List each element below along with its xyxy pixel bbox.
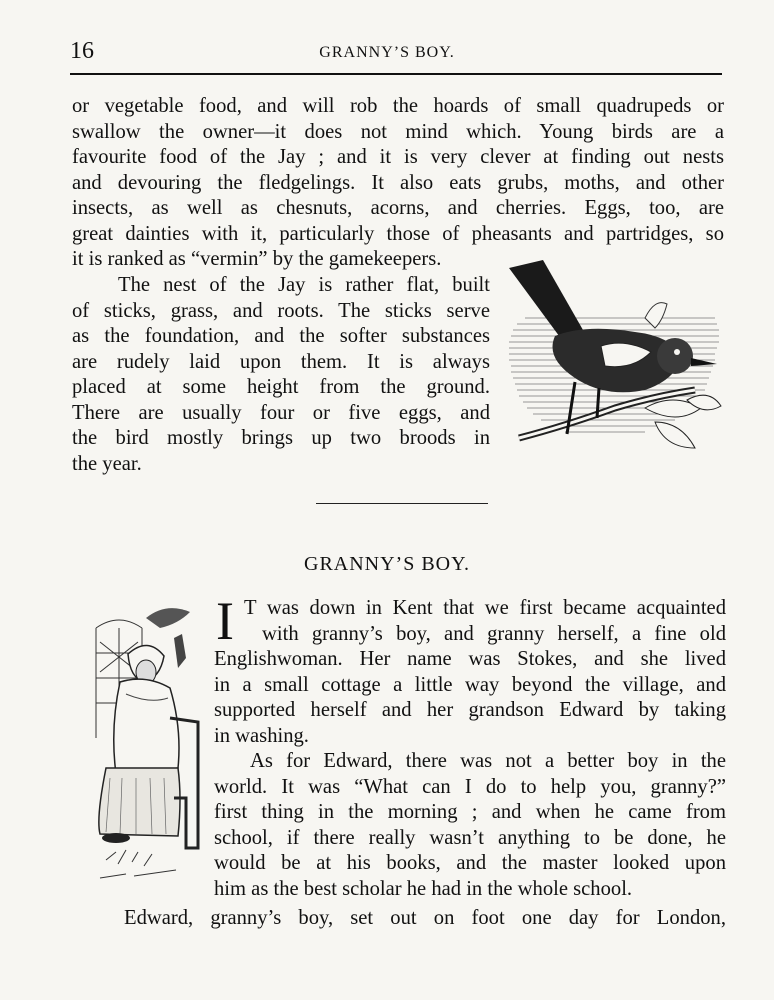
text-line: There are usually four or five eggs, and bbox=[72, 401, 490, 424]
text-line: world. It was “What can I do to help you, granny?” bbox=[214, 775, 726, 798]
text-line: it is ranked as “vermin” by the gamekeepers. bbox=[72, 248, 442, 270]
text-line: the bird mostly brings up two broods in bbox=[72, 427, 490, 449]
text-line: favourite food of the Jay ; and it is very clever at finding out nests bbox=[72, 146, 724, 168]
text-line: would be at his books, and the master looked upon bbox=[214, 852, 726, 874]
text-line: T was down in Kent that we first became acquainted bbox=[244, 597, 726, 619]
running-head: GRANNY’S BOY. bbox=[319, 44, 455, 61]
page-number: 16 bbox=[70, 38, 94, 64]
text-line: The nest of the Jay is rather flat, built bbox=[118, 274, 490, 296]
text-line: in washing. bbox=[214, 724, 309, 747]
text-line: Edward, granny’s boy, set out on foot one day for London, bbox=[124, 907, 726, 929]
text-line: or vegetable food, and will rob the hoards of small quadrupeds or bbox=[72, 95, 724, 117]
drop-cap: I bbox=[216, 591, 234, 651]
jay-passage-top bbox=[72, 94, 724, 273]
text-line: As for Edward, there was not a better boy in the bbox=[250, 750, 726, 772]
text-line: insects, as well as chesnuts, acorns, and cherries. Eggs, too, are bbox=[72, 197, 724, 219]
text-line: with granny’s boy, and granny herself, a fine old bbox=[262, 622, 726, 645]
text-line: the year. bbox=[72, 452, 142, 475]
text-line: placed at some height from the ground. bbox=[72, 376, 490, 398]
text-line: as the foundation, and the softer substances bbox=[72, 325, 490, 347]
text-line: him as the best scholar he had in the whole school. bbox=[214, 877, 633, 900]
text-line: of sticks, grass, and roots. The sticks serve bbox=[72, 299, 490, 322]
header-rule bbox=[70, 73, 722, 75]
text-line: Englishwoman. Her name was Stokes, and she lived bbox=[214, 648, 726, 670]
text-line: school, if there really wasn’t anything to be done, he bbox=[214, 826, 726, 849]
text-line: supported herself and her grandson Edward by taking bbox=[214, 699, 726, 721]
text-line: swallow the owner—it does not mind which. Young birds are a bbox=[72, 120, 724, 143]
section-divider bbox=[316, 503, 488, 504]
final-line bbox=[124, 906, 726, 932]
old-woman-illustration bbox=[86, 598, 204, 898]
jay-bird-illustration bbox=[505, 258, 723, 463]
story-paragraphs bbox=[214, 591, 726, 902]
text-line: first thing in the morning ; and when he came from bbox=[214, 801, 726, 823]
text-line: great dainties with it, particularly those of pheasants and partridges, so bbox=[72, 222, 724, 245]
text-line: are rudely laid upon them. It is always bbox=[72, 350, 490, 373]
text-line: and devouring the fledgelings. It also eats grubs, moths, and other bbox=[72, 171, 724, 194]
story-title: GRANNY’S BOY. bbox=[304, 553, 470, 575]
text-line: in a small cottage a little way beyond the village, and bbox=[214, 673, 726, 696]
jay-nest-paragraph bbox=[72, 273, 490, 477]
